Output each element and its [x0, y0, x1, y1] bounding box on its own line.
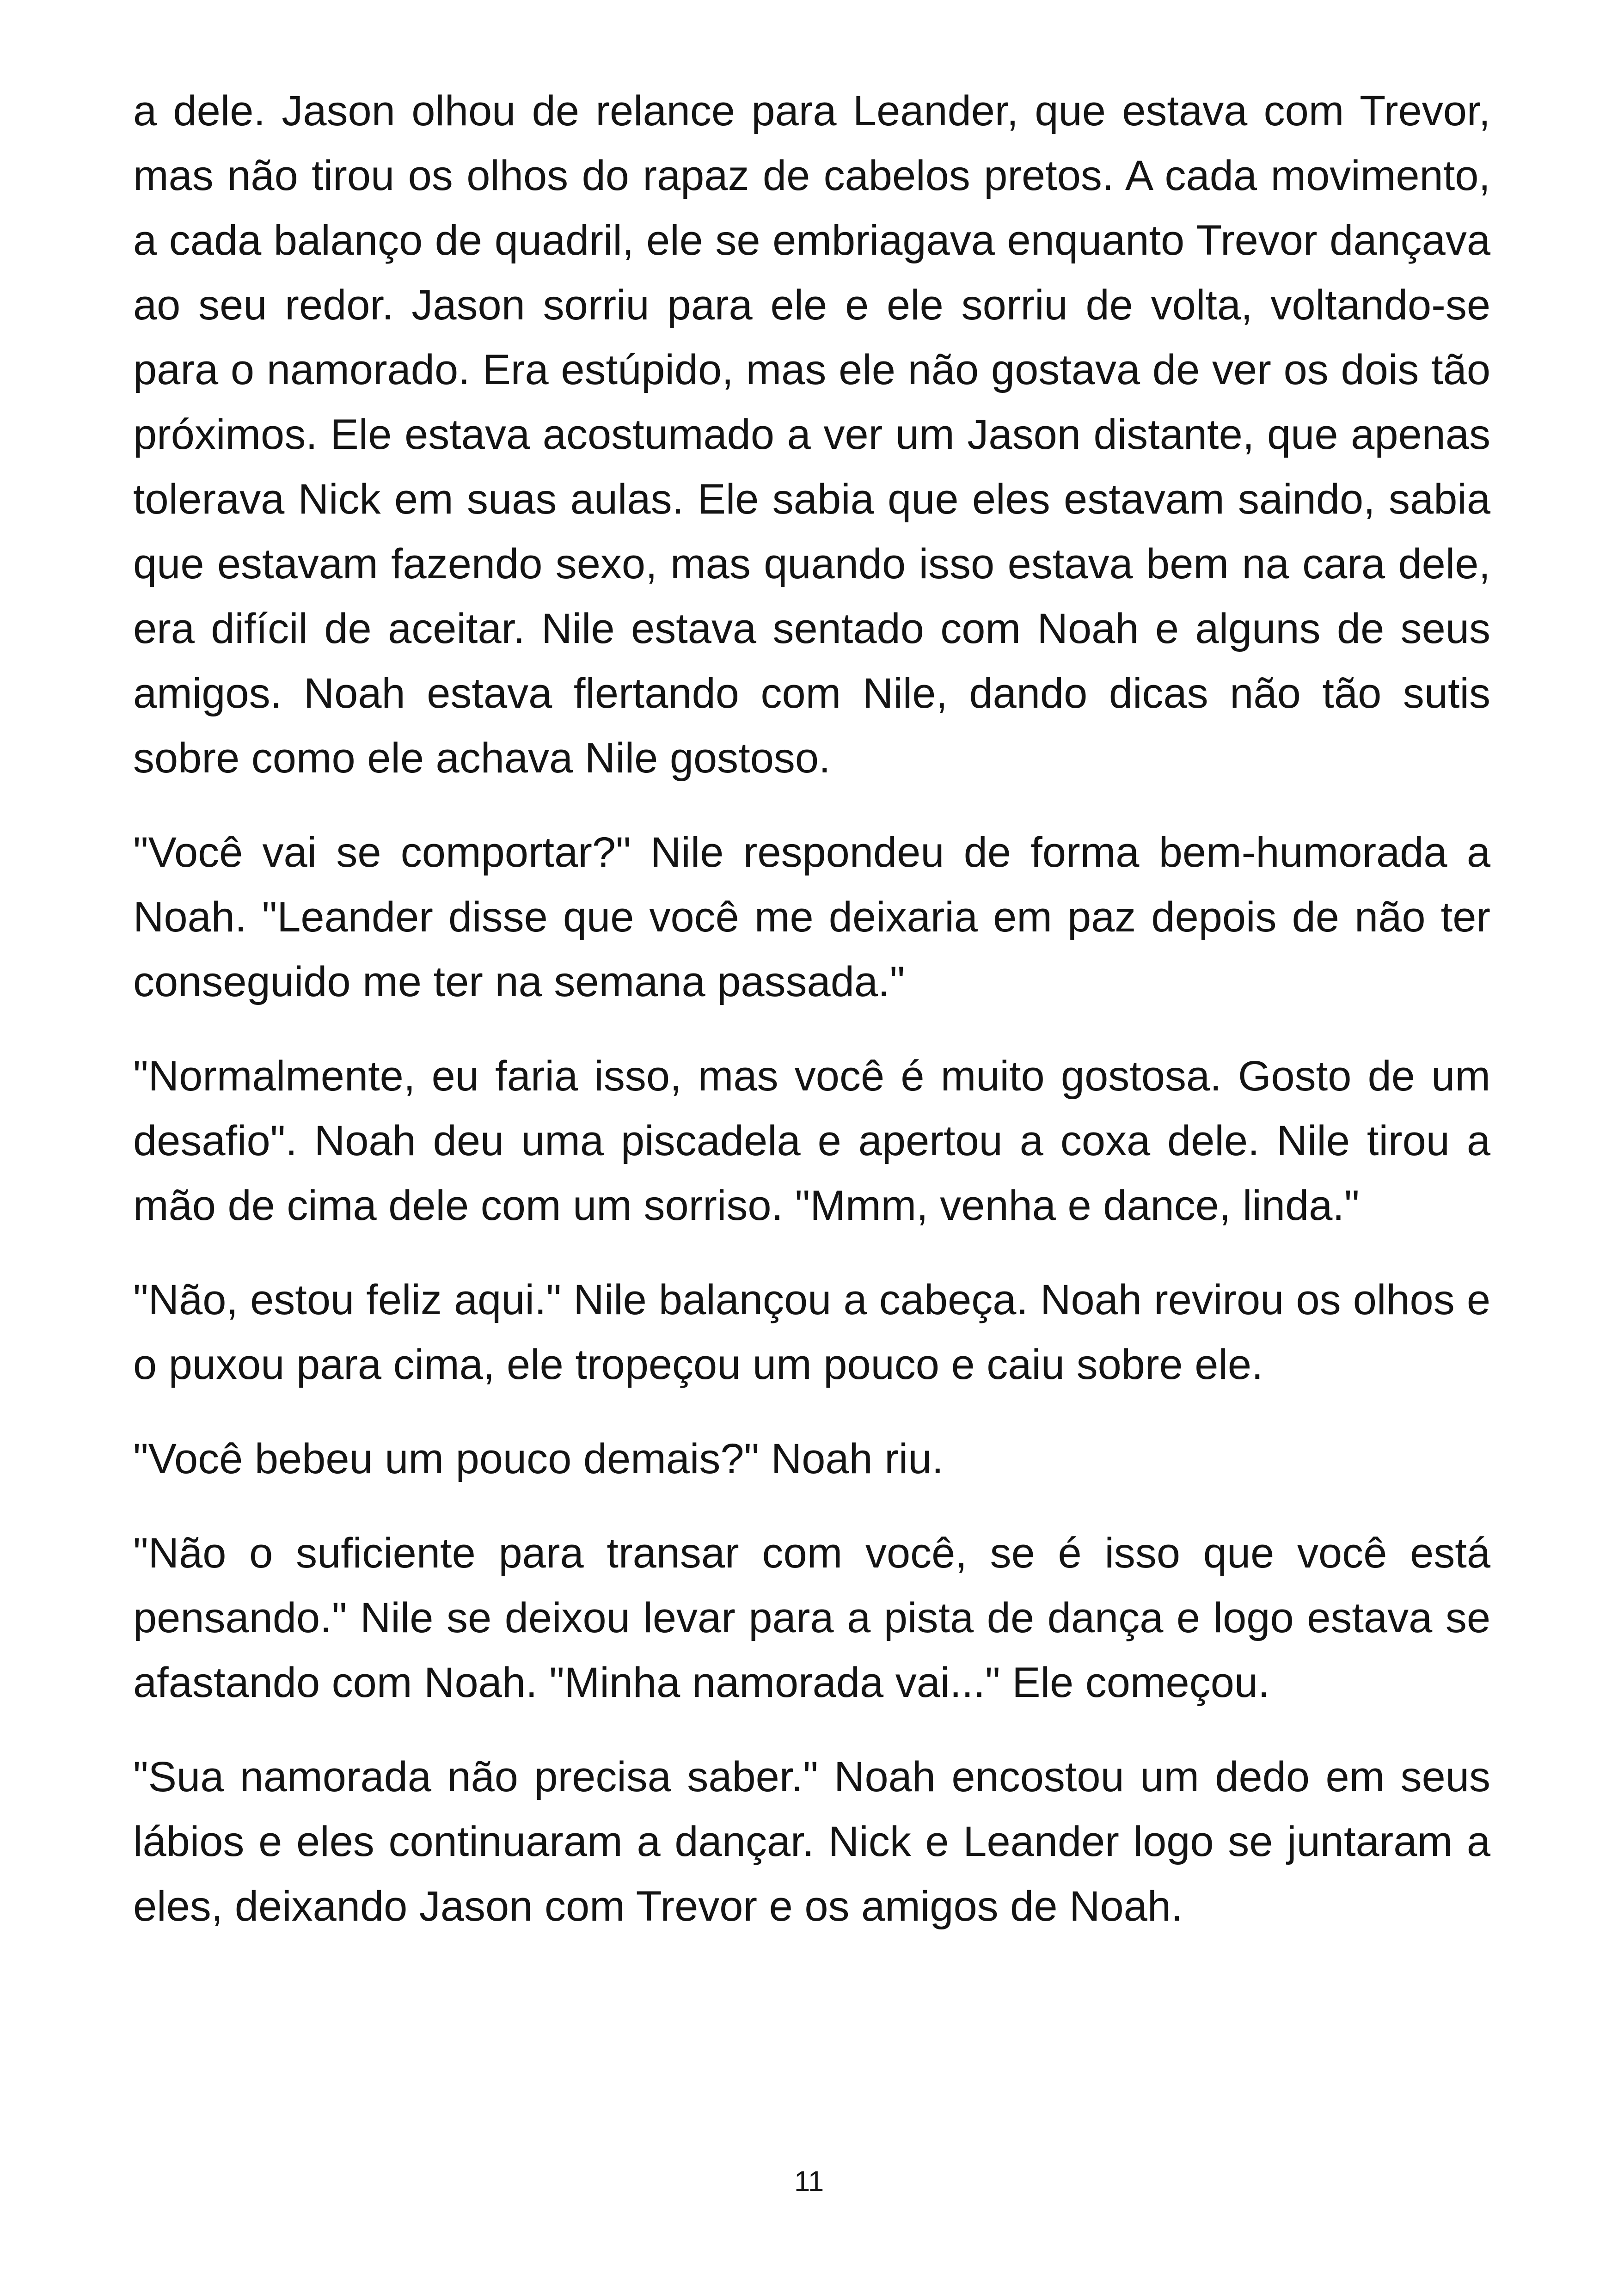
- body-text: [133, 79, 1490, 1968]
- paragraph: "Você vai se comportar?" Nile respondeu de forma bem-humorada a Noah. "Leander disse que você me deixaria em paz depois de não ter conseguido me ter na semana passada.": [133, 829, 1490, 1005]
- paragraph: "Sua namorada não precisa saber." Noah encostou um dedo em seus lábios e eles continuaram a dançar. Nick e Leander logo se juntaram a eles, deixando Jason com Trevor e os amigos de Noah.: [133, 1753, 1490, 1930]
- paragraph: "Não o suficiente para transar com você, se é isso que você está pensando." Nile se deixou levar para a pista de dança e logo estava se afastando com Noah. "Minha namorada vai..." Ele começou.: [133, 1530, 1490, 1706]
- paragraph: "Normalmente, eu faria isso, mas você é muito gostosa. Gosto de um desafio". Noah deu uma piscadela e apertou a coxa dele. Nile tirou a mão de cima dele com um sorriso. "Mmm, venha e dance, linda.": [133, 1053, 1490, 1229]
- paragraph: a dele. Jason olhou de relance para Leander, que estava com Trevor, mas não tirou os olhos do rapaz de cabelos pretos. A cada movimento, a cada balanço de quadril, ele se embriagava enquanto Trevor dançava ao seu redor. Jason sorriu para ele e ele sorriu de volta, voltando-se para o namorado. Era estúpido, mas ele não gostava de ver os dois tão próximos. Ele estava acostumado a ver um Jason distante, que apenas tolerava Nick em suas aulas. Ele sabia que eles estavam saindo, sabia que estavam fazendo sexo, mas quando isso estava bem na cara dele, era difícil de aceitar. Nile estava sentado com Noah e alguns de seus amigos. Noah estava flertando com Nile, dando dicas não tão sutis sobre como ele achava Nile gostoso.: [133, 87, 1490, 782]
- page-number: 11: [794, 2166, 824, 2198]
- paragraph: "Você bebeu um pouco demais?" Noah riu.: [133, 1435, 944, 1482]
- paragraph: "Não, estou feliz aqui." Nile balançou a cabeça. Noah revirou os olhos e o puxou para cima, ele tropeçou um pouco e caiu sobre ele.: [133, 1276, 1490, 1388]
